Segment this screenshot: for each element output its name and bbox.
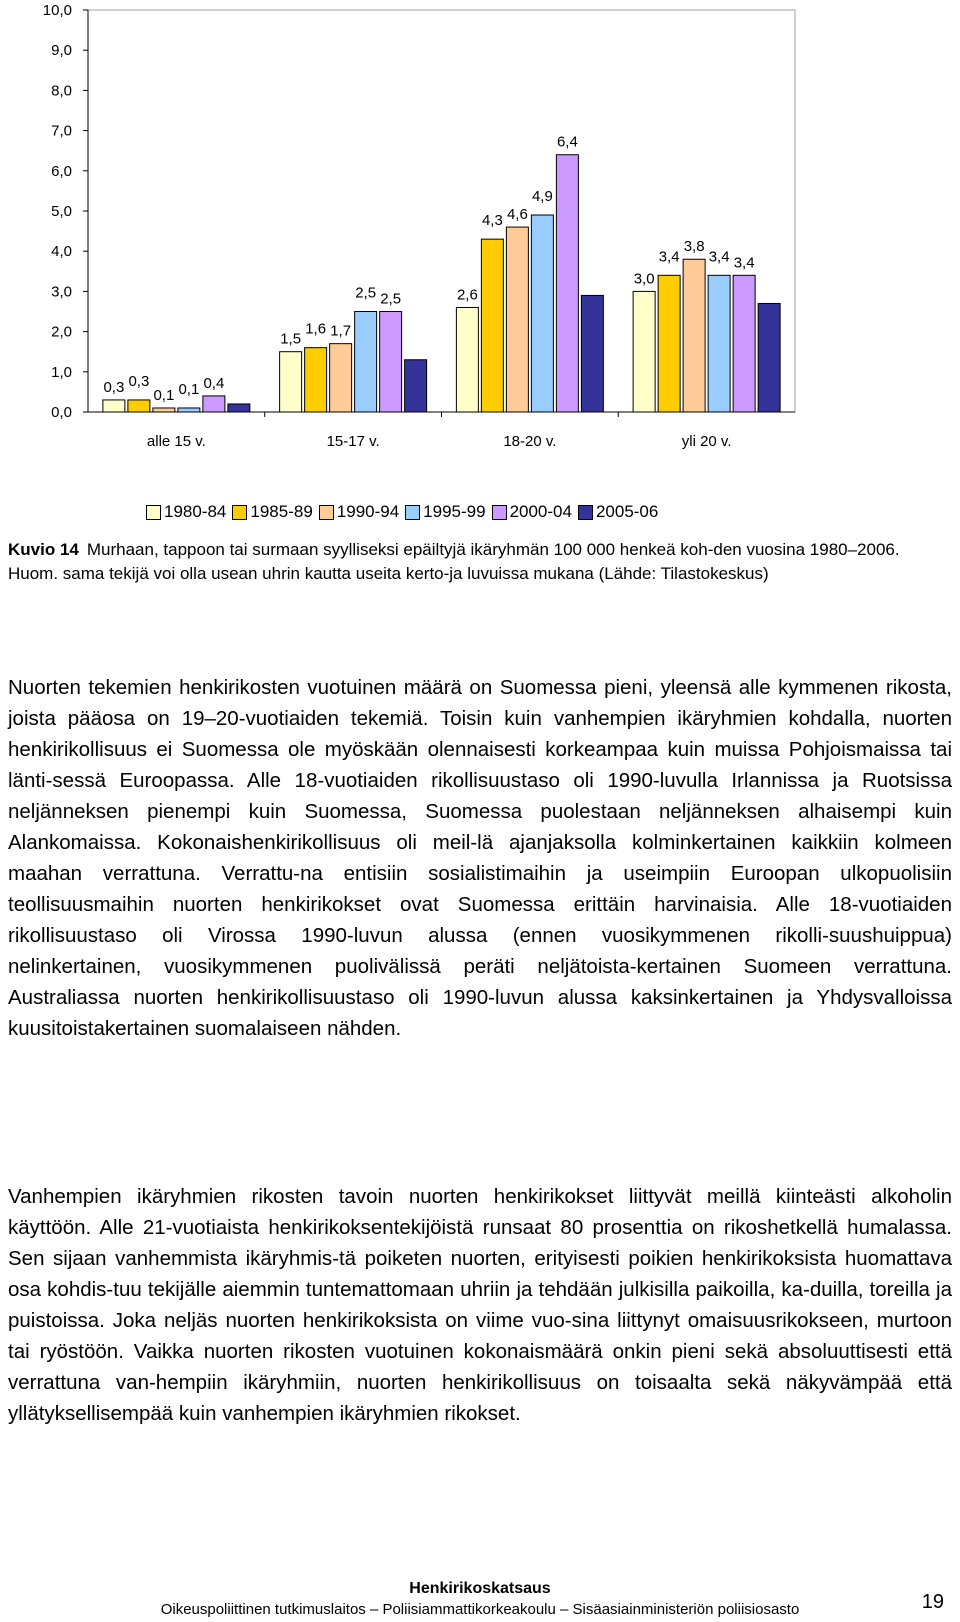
data-label: 4,6 [506, 206, 528, 224]
x-category-label: 18-20 v. [503, 433, 557, 450]
bar [581, 295, 603, 412]
data-label: 1,7 [330, 322, 352, 340]
y-tick-label: 9,0 [51, 42, 72, 60]
bar [733, 275, 755, 412]
body-paragraph-1: Nuorten tekemien henkirikosten vuotuinen määrä on Suomessa pieni, yleensä alle kymmenen rikosta, joista pääosa on 19–20-vuotiaiden tekemiä. Toisin kuin vanhempien ikäryhmien kohdalla, nuorten henkirikollisuus ei Suomessa ole myöskään olennaisesti korkeampaa kuin muissa Pohjoismaissa tai länti-sessä Euroopassa. Alle 18-vuotiaiden rikollisuustaso oli 1990-luvulla Irlannissa ja Ruotsissa neljänneksen pienempi kuin Suomessa, Suomessa puolestaan neljänneksen alhaisempi kuin Alankomaissa. Kokonaishenkirikollisuus oli meil-lä ajanjaksolla kolminkertainen kaikkiin kolmeen maahan verrattuna. Verrattu-na entisiin sosialistimaihin ja useimpiin Euroopan ulkopuolisiin teollisuusmaihin nuorten henkirikokset ovat Suomessa erittäin harvinaisia. Alle 18-vuotiaiden rikollisuustaso oli Virossa 1990-luvun alussa (ennen vuosikymmenen rikolli-suushuippua) nelinkertainen, vuosikymmenen puolivälissä peräti neljätoista-kertainen Suomeen verrattuna. Australiassa nuorten henkirikollisuustaso oli 1990-luvun alussa kaksinkertainen ja Yhdysvalloissa kuusitoistakertainen suomalaiseen nähden. [8, 675, 952, 1040]
body-paragraph-2: Vanhempien ikäryhmien rikosten tavoin nuorten henkirikokset liittyvät meillä kiinteästi alkoholin käyttöön. Alle 21-vuotiaista henkirikoksentekijöistä runsaat 80 prosenttia on rikoshetkellä humalassa. Sen sijaan vanhemmista ikäryhmis-tä poiketen nuorten, erityisesti poikien henkirikoksista huomattava osa kohdis-tuu tekijälle aiemmin tuntemattomaan uhriin ja tehdään julkisilla paikoilla, ka-duilla, toreilla ja puistoissa. Joka neljäs nuorten henkirikoksista on viime vuo-sina liittynyt omaisuusrikokseen, murtoon tai ryöstöön. Vaikka nuorten rikosten vuotuinen kokonaismäärä onkin pieni sekä absoluuttisesti että verrattuna van-hempiin ikäryhmiin, nuorten henkirikollisuus on toisaalta sekä näkyvämpää että yllätyksellisempää kuin vanhempien ikäryhmien rikokset. [8, 1184, 952, 1425]
bar [305, 348, 327, 412]
y-tick-label: 8,0 [51, 82, 72, 100]
bar [103, 400, 125, 412]
y-tick-label: 1,0 [51, 363, 72, 381]
legend-label: 1985-89 [250, 502, 313, 521]
legend-item [578, 502, 658, 522]
y-tick-label: 10,0 [42, 2, 72, 19]
data-label: 0,1 [178, 380, 200, 398]
footer-publishers: Oikeuspoliittinen tutkimuslaitos – Poliisiammattikorkeakoulu – Sisäasiainministeriön poliisiosasto [160, 1601, 800, 1618]
legend-item [319, 502, 399, 522]
legend-label: 1980-84 [164, 502, 227, 521]
legend-swatch [319, 505, 334, 520]
bar [481, 239, 503, 412]
y-tick-label: 3,0 [51, 283, 72, 301]
bar [456, 307, 478, 412]
data-label: 3,4 [733, 254, 755, 272]
bar [758, 303, 780, 412]
y-tick-label: 2,0 [51, 323, 72, 341]
page-number: 19 [921, 1591, 944, 1613]
bar [633, 291, 655, 412]
legend-label: 2005-06 [595, 502, 659, 521]
data-label: 3,4 [708, 248, 730, 266]
legend-item [405, 502, 485, 522]
data-label: 3,8 [683, 238, 705, 256]
y-tick-label: 5,0 [51, 203, 72, 220]
bar [153, 408, 175, 412]
data-label: 2,5 [355, 284, 377, 302]
bar [330, 344, 352, 412]
legend-label: 1995-99 [423, 502, 486, 521]
x-category-label: yli 20 v. [681, 433, 732, 450]
data-label: 2,5 [380, 290, 402, 308]
data-label: 1,6 [305, 320, 327, 338]
bar [405, 360, 427, 412]
y-tick-label: 7,0 [51, 122, 72, 140]
legend-swatch [492, 505, 507, 520]
legend-label: 1990-94 [336, 502, 400, 521]
bar [506, 227, 528, 412]
legend-swatch [578, 505, 593, 520]
y-tick-label: 6,0 [51, 162, 72, 180]
bar [280, 352, 302, 412]
footer-title: Henkirikoskatsaus [409, 1580, 551, 1597]
data-label: 0,3 [103, 378, 125, 396]
legend-item [492, 502, 572, 522]
bar [556, 155, 578, 412]
legend-item [232, 502, 312, 522]
legend-label: 2000-04 [509, 502, 572, 521]
data-label: 2,6 [456, 286, 478, 304]
data-label: 6,4 [556, 133, 578, 151]
bar [203, 396, 225, 412]
bar [683, 259, 705, 412]
y-tick-label: 4,0 [51, 243, 72, 261]
x-category-label: 15-17 v. [326, 433, 380, 450]
data-label: 0,4 [203, 374, 225, 392]
data-label: 1,5 [280, 330, 302, 348]
data-label: 4,9 [531, 188, 553, 206]
data-label: 3,0 [633, 270, 655, 288]
data-label: 4,3 [481, 212, 503, 230]
bar [380, 312, 402, 413]
data-label: 0,3 [128, 372, 150, 390]
bar [531, 215, 553, 412]
bar [178, 408, 200, 412]
x-category-label: alle 15 v. [146, 433, 206, 450]
bar [708, 275, 730, 412]
legend-item [146, 502, 226, 522]
legend-swatch [146, 505, 161, 520]
bar [658, 275, 680, 412]
figure-label: Kuvio 14 [8, 540, 79, 559]
data-label: 3,4 [658, 248, 680, 266]
figure-caption [8, 538, 953, 586]
y-tick-label: 0,0 [51, 404, 72, 421]
figure-caption-text: Murhaan, tappoon tai surmaan syylliseksi epäiltyjä ikäryhmän 100 000 henkeä koh-den vuosina 1980–2006. Huom. sama tekijä voi olla usean uhrin kautta useita kerto-ja luvuissa mukana (Lähde: Tilastokeskus) [8, 540, 900, 583]
legend-swatch [232, 505, 247, 520]
bar [128, 400, 150, 412]
bar-chart [0, 0, 960, 480]
data-label: 0,1 [153, 386, 175, 404]
legend-swatch [405, 505, 420, 520]
chart-legend [146, 501, 664, 523]
bar [355, 312, 377, 413]
bar [228, 404, 250, 412]
